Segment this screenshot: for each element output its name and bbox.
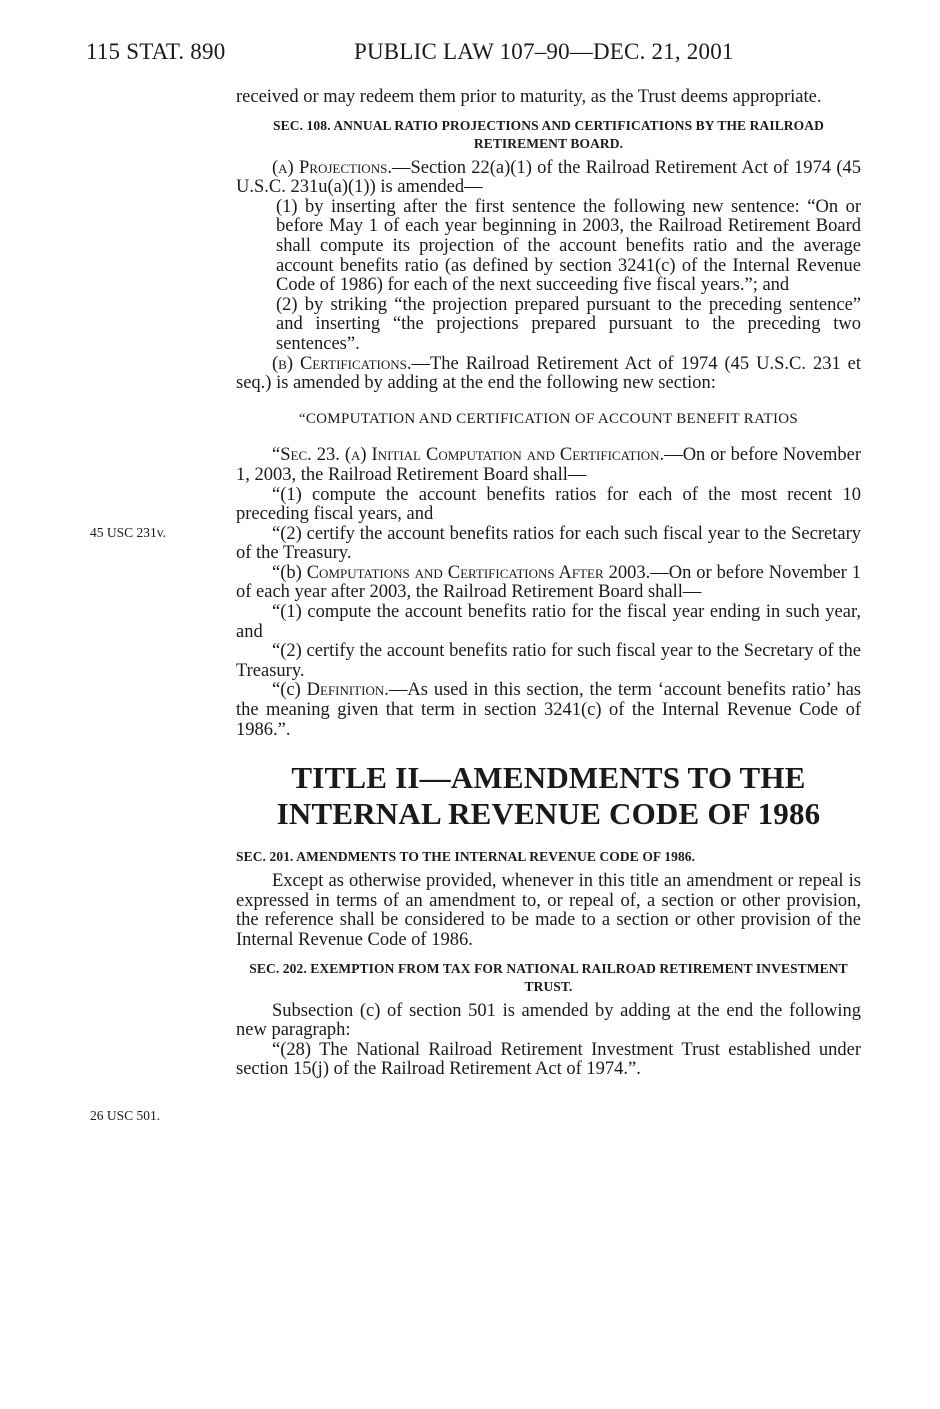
sec-108-b-text: —The Railroad Retirement Act of 1974 (45 U.S.C. 231 et seq.) is amended by adding at the end the following new section: [236, 353, 862, 394]
title-ii-heading [236, 760, 861, 832]
sec-23-a-prefix: “Sec. 23. (a) [272, 445, 372, 466]
sec-23-b-label: Computations and Certifications After 2003. [306, 562, 651, 583]
sec-23-b [236, 564, 861, 603]
sec-23-c-text: —As used in this section, the term ‘account benefits ratio’ has the meaning given that term in section 3241(c) of the Internal Revenue Code of 1986.”. [236, 680, 861, 740]
sec-23-a-1: “(1) compute the account benefits ratios for each of the most recent 10 preceding fiscal years, and [236, 484, 861, 525]
sec-202-heading: SEC. 202. EXEMPTION FROM TAX FOR NATIONAL RAILROAD RETIREMENT INVESTMENT TRUST. [249, 960, 848, 994]
sec-108-heading: SEC. 108. ANNUAL RATIO PROJECTIONS AND CERTIFICATIONS BY THE RAILROAD RETIREMENT BOARD. [273, 117, 824, 151]
sec-108-a-1: (1) by inserting after the first sentence the following new sentence: “On or before May 1 of each year beginning in 2003, the Railroad Retirement Board shall compute its projection of the account benefits ratio and the average account benefits ratio (as defined by section 3241(c) of the Internal Revenue Code of 1986) for each of the next succeeding five fiscal years.”; and [276, 196, 861, 296]
sec-108-a-label: (a) Projections. [272, 157, 392, 178]
running-header: PUBLIC LAW 107–90—DEC. 21, 2001 [354, 39, 734, 64]
stat-page-number: 115 STAT. 890 [86, 39, 226, 64]
title-line-1: TITLE II—AMENDMENTS TO THE [291, 760, 806, 796]
sec-23-b-text: —On or before November 1 of each year after 2003, the Railroad Retirement Board shall— [236, 562, 861, 603]
sec-23-a [236, 446, 861, 485]
continuation-paragraph: received or may redeem them prior to maturity, as the Trust deems appropriate. [236, 87, 822, 107]
sec-23-heading: “COMPUTATION AND CERTIFICATION OF ACCOUNT BENEFIT RATIOS [298, 410, 799, 427]
sec-108-a [236, 159, 861, 198]
sec-201-heading: SEC. 201. AMENDMENTS TO THE INTERNAL REVENUE CODE OF 1986. [236, 849, 696, 865]
sec-108-b [236, 355, 861, 394]
sec-23-a-label: Initial Computation and Certification. [371, 445, 665, 466]
body-text [236, 88, 861, 1080]
sec-23-b-1: “(1) compute the account benefits ratio for the fiscal year ending in such year, and [236, 602, 861, 642]
sec-202-para-28: “(28) The National Railroad Retirement Investment Trust established under section 15(j) of the Railroad Retirement Act of 1974.”. [236, 1039, 861, 1080]
sec-23-c-prefix: “(c) [272, 680, 307, 701]
marginal-note-sec202: 26 USC 501. [90, 1108, 161, 1123]
marginal-note-sec23: 45 USC 231v. [90, 525, 167, 540]
sec-23-b-prefix: “(b) [272, 562, 307, 583]
sec-23-a-text: —On or before November 1, 2003, the Railroad Retirement Board shall— [236, 445, 861, 485]
sec-23-b-2: “(2) certify the account benefits ratio for such fiscal year to the Secretary of the Treasury. [236, 641, 861, 681]
sec-23-c [236, 681, 861, 740]
sec-23-c-label: Definition. [306, 680, 389, 701]
sec-108-b-label: (b) Certifications. [272, 353, 412, 374]
sec-108-a-2: (2) by striking “the projection prepared pursuant to the preceding sentence” and inserting “the projections prepared pursuant to the preceding two sentences”. [276, 294, 861, 354]
sec-108-a-text: —Section 22(a)(1) of the Railroad Retirement Act of 1974 (45 U.S.C. 231u(a)(1)) is amended— [236, 157, 862, 198]
sec-202-text: Subsection (c) of section 501 is amended by adding at the end the following new paragraph: [236, 1000, 861, 1041]
sec-23-a-2: “(2) certify the account benefits ratios for each such fiscal year to the Secretary of the Treasury. [236, 523, 861, 564]
title-line-2: INTERNAL REVENUE CODE OF 1986 [276, 796, 821, 832]
sec-201-text: Except as otherwise provided, whenever in this title an amendment or repeal is expressed in terms of an amendment to, or repeal of, a section or other provision, the reference shall be considered to be made to a section or other provision of the Internal Revenue Code of 1986. [236, 871, 861, 950]
